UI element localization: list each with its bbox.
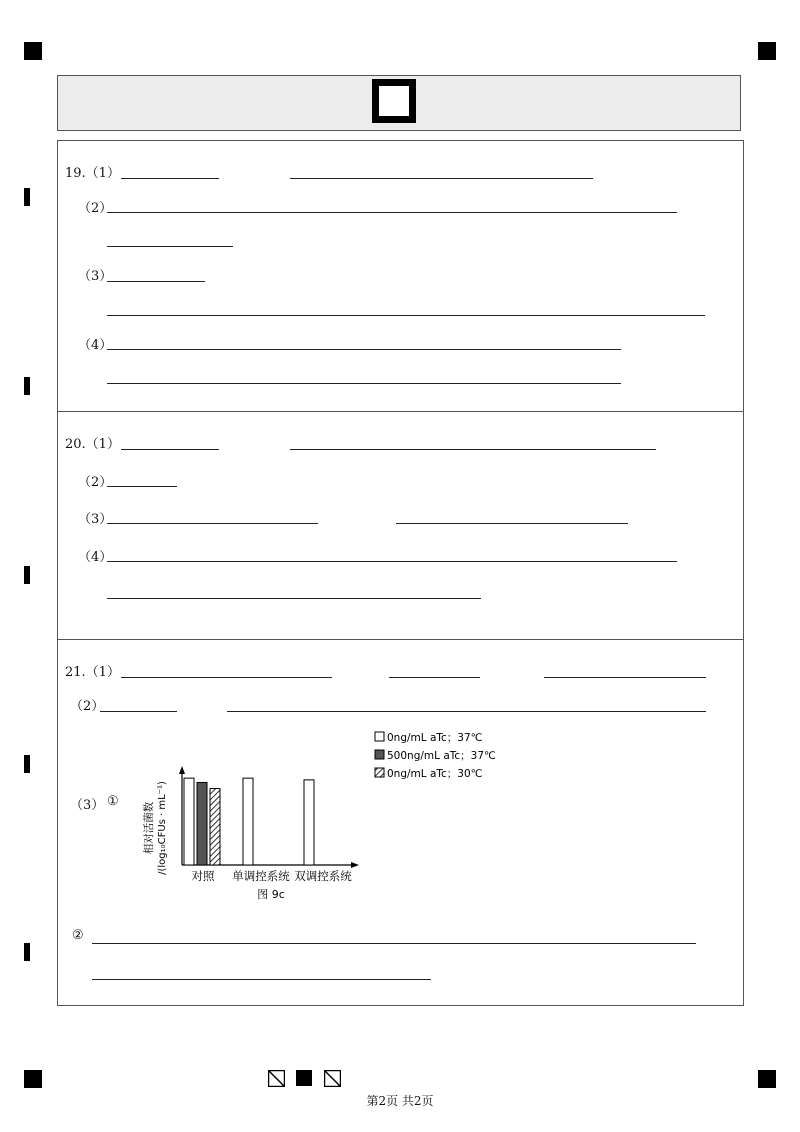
question-20-box	[57, 411, 744, 640]
q19-label-2: （2）	[78, 201, 113, 216]
bar-0-series-2	[210, 789, 220, 865]
q21-3-2-answer-line-a[interactable]	[92, 943, 696, 944]
page-number: 第2页 共2页	[366, 1094, 434, 1108]
q19-label-1: 19.（1）	[65, 166, 120, 181]
footer-mark-crossed-2	[324, 1070, 341, 1087]
q19-4-answer-line-a[interactable]	[107, 349, 621, 350]
q21-circle-2: ②	[72, 928, 84, 943]
x-axis-arrow	[351, 862, 359, 868]
q19-label-3: （3）	[78, 269, 113, 284]
q20-3-answer-line-b[interactable]	[396, 523, 628, 524]
q20-label-1: 20.（1）	[65, 437, 120, 452]
q21-label-3: （3）	[70, 798, 105, 813]
legend-swatch-2	[375, 768, 384, 777]
footer-mark-filled	[296, 1070, 312, 1086]
q20-1-answer-line-a[interactable]	[121, 449, 219, 450]
figure-9c-bar-chart	[140, 728, 510, 918]
q20-2-answer-line[interactable]	[107, 486, 177, 487]
footer-mark-crossed-1	[268, 1070, 285, 1087]
registration-mark-top-left	[24, 42, 42, 60]
registration-mark-bottom-left	[24, 1070, 42, 1088]
q20-label-2: （2）	[78, 475, 113, 490]
legend-label-1: 500ng/mL aTc；37℃	[387, 750, 496, 762]
q21-2-answer-line-a[interactable]	[100, 711, 177, 712]
q20-label-3: （3）	[78, 512, 113, 527]
legend-label-0: 0ng/mL aTc；37℃	[387, 732, 483, 744]
q21-label-2: （2）	[70, 699, 105, 714]
q20-4-answer-line-a[interactable]	[107, 561, 677, 562]
registration-mark-bottom-right	[758, 1070, 776, 1088]
q20-label-4: （4）	[78, 550, 113, 565]
q19-2-answer-line-b[interactable]	[107, 246, 233, 247]
q21-1-answer-line-b[interactable]	[389, 677, 480, 678]
q19-1-answer-line-b[interactable]	[290, 178, 593, 179]
q19-2-answer-line-a[interactable]	[107, 212, 677, 213]
bar-2-series-0	[304, 780, 314, 865]
y-axis-arrow	[179, 766, 185, 774]
x-tick-label-1: 单调控系统	[232, 869, 290, 883]
registration-mark-top-right	[758, 42, 776, 60]
question-19-box	[57, 140, 744, 412]
side-mark-2	[24, 377, 30, 395]
x-tick-label-2: 双调控系统	[294, 869, 352, 883]
q21-label-1: 21.（1）	[65, 665, 120, 680]
q20-4-answer-line-b[interactable]	[107, 598, 481, 599]
bar-0-series-0	[184, 778, 194, 865]
q19-4-answer-line-b[interactable]	[107, 383, 621, 384]
q21-circle-1: ①	[107, 794, 119, 809]
q19-3-answer-line-b[interactable]	[107, 315, 705, 316]
q21-3-2-answer-line-b[interactable]	[92, 979, 431, 980]
side-mark-1	[24, 188, 30, 206]
bar-1-series-0	[243, 778, 253, 865]
legend-swatch-1	[375, 750, 384, 759]
y-axis-label-line1: 相对活菌数	[143, 801, 155, 855]
side-mark-3	[24, 566, 30, 584]
header-square-mark	[372, 79, 416, 123]
legend-label-2: 0ng/mL aTc；30℃	[387, 768, 483, 780]
q21-2-answer-line-b[interactable]	[227, 711, 706, 712]
answer-sheet-header	[57, 75, 741, 131]
side-mark-4	[24, 755, 30, 773]
q20-1-answer-line-b[interactable]	[290, 449, 656, 450]
q19-1-answer-line-a[interactable]	[121, 178, 219, 179]
q20-3-answer-line-a[interactable]	[107, 523, 318, 524]
bar-0-series-1	[197, 782, 207, 865]
chart-caption: 图 9c	[257, 888, 285, 901]
x-tick-label-0: 对照	[191, 869, 215, 883]
legend-swatch-0	[375, 732, 384, 741]
y-axis-label-line2: /(log₁₀CFUs · mL⁻¹)	[157, 781, 168, 875]
q21-1-answer-line-a[interactable]	[121, 677, 332, 678]
q21-1-answer-line-c[interactable]	[544, 677, 706, 678]
q19-label-4: （4）	[78, 338, 113, 353]
side-mark-5	[24, 943, 30, 961]
q19-3-answer-line-a[interactable]	[107, 281, 205, 282]
